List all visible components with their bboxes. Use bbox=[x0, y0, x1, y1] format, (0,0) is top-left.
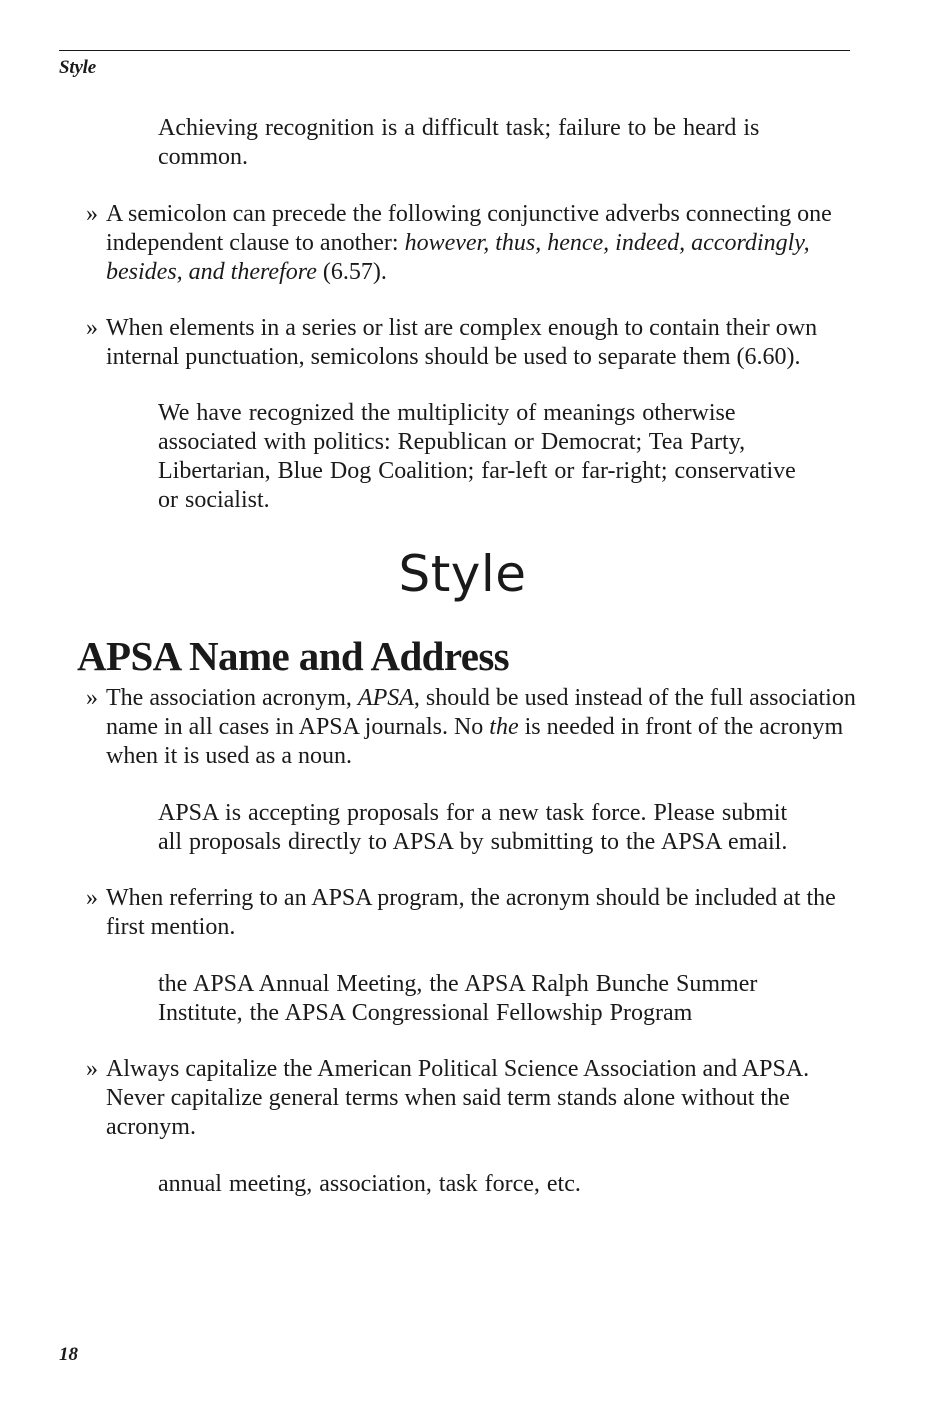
bullet-marker: » bbox=[86, 685, 98, 711]
term-the: the bbox=[489, 714, 519, 740]
running-head: Style bbox=[59, 57, 96, 78]
section-title: Style bbox=[398, 545, 527, 603]
bullet-marker: » bbox=[86, 315, 98, 341]
page-number: 18 bbox=[59, 1344, 78, 1365]
bullet-marker: » bbox=[86, 885, 98, 911]
example-politics: We have recognized the multiplicity of meanings otherwise associated with politics: Republican or Democrat; Tea Party, Libertarian, Blue Dog Coalition; far-left or far-right; conservative or socialist. bbox=[158, 400, 796, 513]
example-programs: the APSA Annual Meeting, the APSA Ralph Bunche Summer Institute, the APSA Congressional Fellowship Program bbox=[158, 971, 758, 1026]
bullet-text: When elements in a series or list are complex enough to contain their own internal punctuation, semicolons should be used to separate them (6.60). bbox=[106, 315, 818, 370]
bullet-semicolon-adverbs bbox=[86, 200, 858, 287]
bullet-text-middle: , should be used instead of the full association name in all cases in APSA journals. No bbox=[106, 685, 856, 740]
bullet-program bbox=[86, 884, 858, 942]
bullet-complex-series bbox=[86, 314, 858, 372]
term-apsa: APSA bbox=[357, 685, 414, 711]
subsection-heading: APSA Name and Address bbox=[77, 633, 510, 679]
example-proposals: APSA is accepting proposals for a new task force. Please submit all proposals directly to APSA by submitting to the APSA email. bbox=[158, 800, 788, 855]
bullet-text: The association acronym, bbox=[106, 685, 358, 711]
adverb-list: however, thus, hence, indeed, accordingly, besides, and therefore bbox=[106, 230, 810, 285]
example-recognition: Achieving recognition is a difficult task; failure to be heard is common. bbox=[158, 115, 760, 170]
bullet-text: A semicolon can precede the following conjunctive adverbs connecting one independent clause to another: bbox=[106, 201, 832, 256]
bullet-text-end: (6.57). bbox=[316, 259, 387, 285]
bullet-acronym bbox=[86, 684, 858, 771]
bullet-marker: » bbox=[86, 1056, 98, 1082]
bullet-capitalize bbox=[86, 1055, 858, 1142]
bullet-text-end: is needed in front of the acronym when it is used as a noun. bbox=[106, 714, 844, 769]
bullet-text: When referring to an APSA program, the acronym should be included at the first mention. bbox=[106, 885, 836, 940]
header-rule bbox=[59, 50, 850, 51]
bullet-text: Always capitalize the American Political Science Association and APSA. Never capitalize general terms when said term stands alone without the acronym. bbox=[106, 1056, 810, 1140]
bullet-marker: » bbox=[86, 201, 98, 227]
example-general-terms: annual meeting, association, task force, etc. bbox=[158, 1171, 581, 1197]
